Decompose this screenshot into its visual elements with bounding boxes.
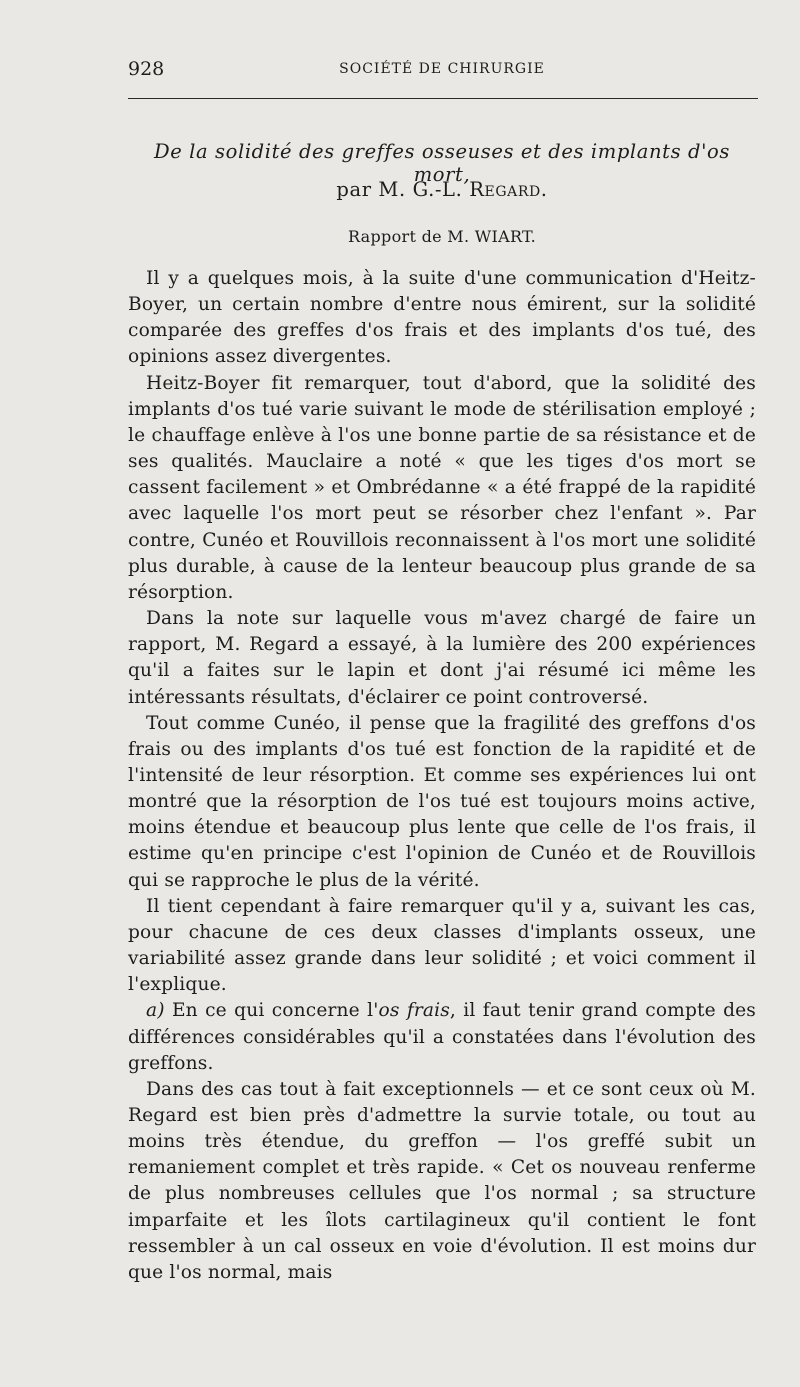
paragraph: Dans la note sur laquelle vous m'avez chargé de faire un rapport, M. Regard a essayé, à la lumière des 200 expériences qu'il a faites sur le lapin et dont j'ai résumé ici même les intéressants résultats, d'éclairer ce point controversé. bbox=[128, 608, 756, 708]
author-prefix: par M. G.-L. bbox=[336, 178, 463, 201]
header-rule bbox=[128, 98, 758, 99]
article-body bbox=[128, 266, 756, 1286]
paragraph: Heitz-Boyer fit remarquer, tout d'abord, que la solidité des implants d'os tué varie suivant le mode de stérilisation employé ; le chauffage enlève à l'os une bonne partie de sa résistance et de ses qualités. Mauclaire a noté « que les tiges d'os mort se cassent facilement » et Ombrédanne « a été frappé de la rapidité avec laquelle l'os mort peut se résorber chez l'enfant ». Par contre, Cunéo et Rouvillois reconnaissent à l'os mort une solidité plus durable, à cause de la lenteur beaucoup plus grande de sa résorption. bbox=[128, 372, 756, 603]
page-header bbox=[128, 58, 756, 86]
paragraph: Il tient cependant à faire remarquer qu'il y a, suivant les cas, pour chacune de ces deux classes d'implants osseux, une variabilité assez grande dans leur solidité ; et voici comment il l'explique. bbox=[128, 895, 756, 996]
paragraph-a bbox=[128, 998, 756, 1076]
running-head: SOCIÉTÉ DE CHIRURGIE bbox=[339, 61, 545, 77]
paragraph: Dans des cas tout à fait exceptionnels — et ce sont ceux où M. Regard est bien près d'admettre la survie totale, ou tout au moins très étendue, du greffon — l'os greffé subit un remaniement complet et très rapide. « Cet os nouveau renferme de plus nombreuses cellules que l'os normal ; sa structure imparfaite et les îlots cartilagineux qu'il contient le font ressembler à un cal osseux en voie d'évolution. Il est moins dur que l'os normal, mais bbox=[128, 1078, 756, 1283]
article-title: De la solidité des greffes osseuses et des implants d'os mort, bbox=[154, 140, 730, 186]
list-label: a) bbox=[146, 1000, 165, 1022]
author-name: Regard. bbox=[469, 178, 548, 201]
paragraph: Il y a quelques mois, à la suite d'une communication d'Heitz-Boyer, un certain nombre d'entre nous émirent, sur la solidité comparée des greffes d'os frais et des implants d'os tué, des opinions assez divergentes. bbox=[128, 268, 756, 368]
article-author bbox=[128, 178, 756, 201]
paragraph-a-pre: En ce qui concerne l' bbox=[171, 1000, 379, 1022]
emphasis: os frais bbox=[378, 1000, 450, 1022]
paragraph-a-post: , il faut tenir grand compte des différences considérables qu'il a constatées dans l'évolution des greffons. bbox=[128, 1000, 757, 1074]
paragraph: Tout comme Cunéo, il pense que la fragilité des greffons d'os frais ou des implants d'os tué est fonction de la rapidité et de l'intensité de leur résorption. Et comme ses expériences lui ont montré que la résorption de l'os tué est toujours moins active, moins étendue et beaucoup plus lente que celle de l'os frais, il estime qu'en principe c'est l'opinion de Cunéo et de Rouvillois qui se rapproche le plus de la vérité. bbox=[128, 712, 756, 891]
report-line: Rapport de M. WIART. bbox=[347, 227, 537, 246]
page-number: 928 bbox=[128, 58, 165, 80]
